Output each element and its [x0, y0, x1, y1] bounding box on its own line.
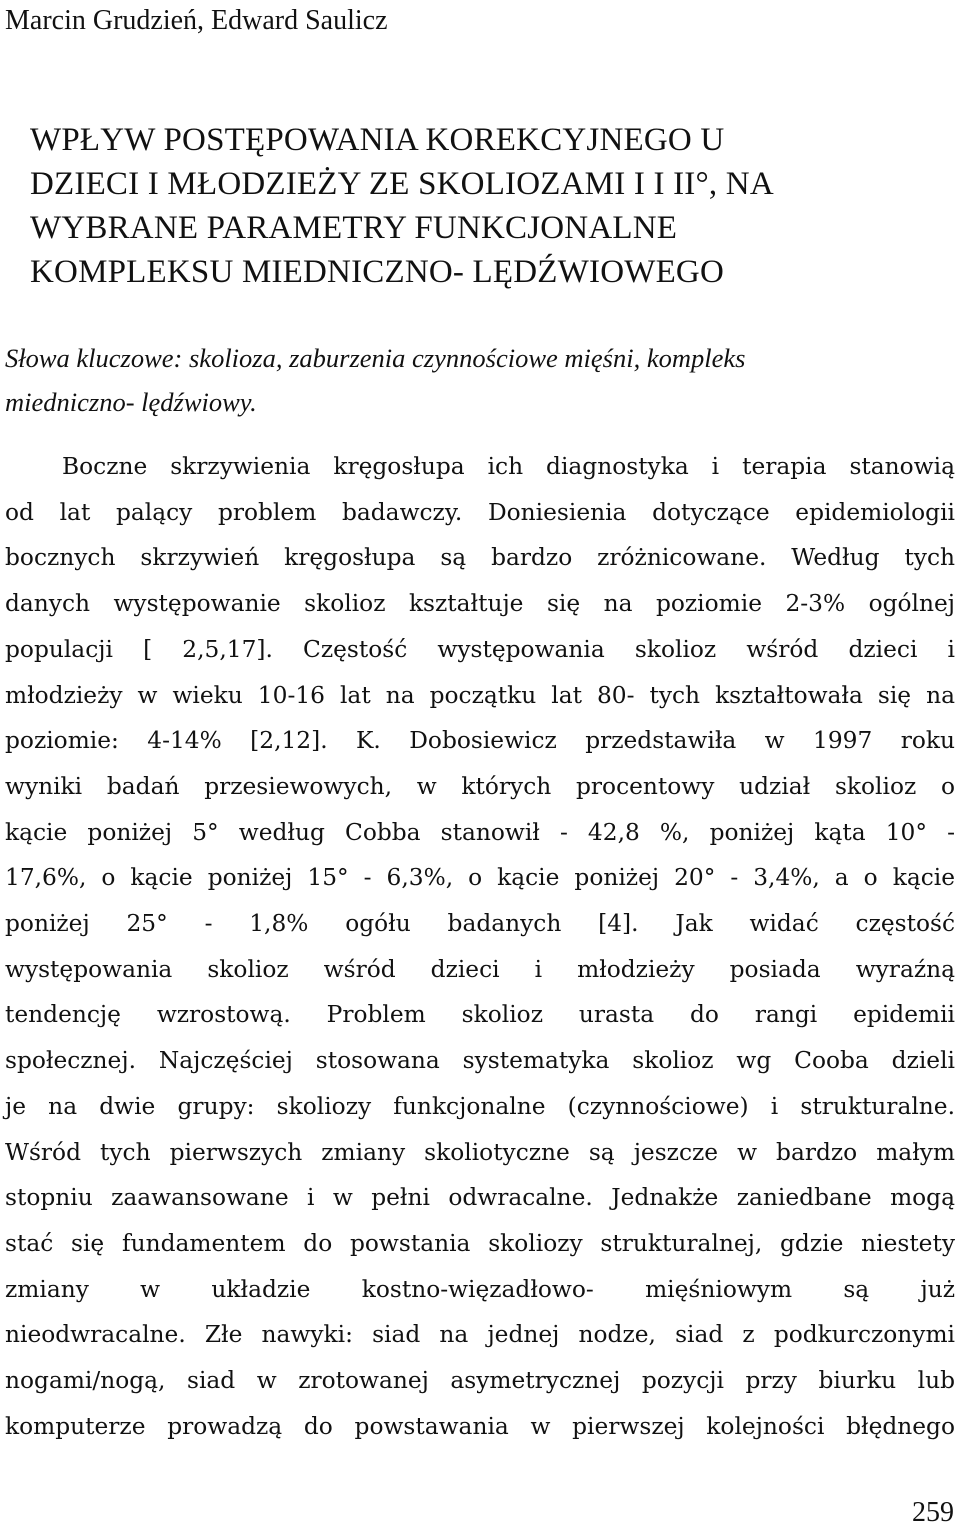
body-line: młodzieży w wieku 10-16 lat na początku lat 80- tych kształtowała się na	[5, 681, 955, 709]
body-line: tendencję wzrostową. Problem skolioz urasta do rangi epidemii	[5, 1001, 955, 1029]
body-line: Boczne skrzywienia kręgosłupa ich diagnostyka i terapia stanowią	[62, 453, 955, 480]
paper-title	[30, 118, 900, 294]
body-line: nogami/nogą, siad w zrotowanej asymetrycznej pozycji przy biurku lub	[5, 1367, 955, 1395]
body-line: stopniu zaawansowane i w pełni odwracalne. Jednakże zaniedbane mogą	[5, 1184, 955, 1212]
body-line: komputerze prowadzą do powstawania w pierwszej kolejności błędnego	[5, 1412, 955, 1440]
title-line: KOMPLEKSU MIEDNICZNO- LĘDŹWIOWEGO	[30, 254, 724, 290]
body-line: bocznych skrzywień kręgosłupa są bardzo zróżnicowane. Według tych	[5, 544, 955, 572]
body-line: je na dwie grupy: skoliozy funkcjonalne (czynnościowe) i strukturalne.	[5, 1092, 955, 1120]
body-line: występowania skolioz wśród dzieci i młodzieży posiada wyraźną	[5, 955, 955, 983]
keywords	[5, 336, 955, 424]
body-line: wyniki badań przesiewowych, w których procentowy udział skolioz o	[5, 772, 955, 800]
page-number: 259	[912, 1497, 954, 1528]
title-line: WYBRANE PARAMETRY FUNKCJONALNE	[30, 210, 678, 246]
body-line: stać się fundamentem do powstania skoliozy strukturalnej, gdzie niestety	[5, 1229, 955, 1257]
body-paragraph	[5, 444, 955, 1449]
body-line: Wśród tych pierwszych zmiany skoliotyczne są jeszcze w bardzo małym	[5, 1138, 955, 1166]
body-line: zmiany w układzie kostno-więzadłowo- mięśniowym są już	[5, 1275, 955, 1303]
body-line: kącie poniżej 5° według Cobba stanowił - 42,8 %, poniżej kąta 10° -	[5, 818, 955, 846]
title-line: WPŁYW POSTĘPOWANIA KOREKCYJNEGO U	[30, 122, 725, 158]
body-line: poziomie: 4-14% [2,12]. K. Dobosiewicz przedstawiła w 1997 roku	[5, 727, 955, 755]
body-line: populacji [ 2,5,17]. Częstość występowania skolioz wśród dzieci i	[5, 635, 955, 663]
body-line: danych występowanie skolioz kształtuje się na poziomie 2-3% ogólnej	[5, 590, 955, 618]
body-line: poniżej 25° - 1,8% ogółu badanych [4]. Jak widać częstość	[5, 910, 955, 938]
body-line: 17,6%, o kącie poniżej 15° - 6,3%, o kącie poniżej 20° - 3,4%, a o kącie	[5, 864, 955, 892]
author-names: Marcin Grudzień, Edward Saulicz	[5, 5, 388, 36]
body-line: społecznej. Najczęściej stosowana systematyka skolioz wg Cooba dzieli	[5, 1047, 955, 1075]
keywords-line: miedniczno- lędźwiowy.	[5, 387, 257, 417]
title-line: DZIECI I MŁODZIEŻY ZE SKOLIOZAMI I I II°, NA	[30, 166, 774, 202]
keywords-line: Słowa kluczowe: skolioza, zaburzenia czynnościowe mięśni, kompleks	[5, 343, 746, 373]
body-line: od lat palący problem badawczy. Doniesienia dotyczące epidemiologii	[5, 498, 955, 526]
body-line: nieodwracalne. Złe nawyki: siad na jednej nodze, siad z podkurczonymi	[5, 1321, 955, 1349]
